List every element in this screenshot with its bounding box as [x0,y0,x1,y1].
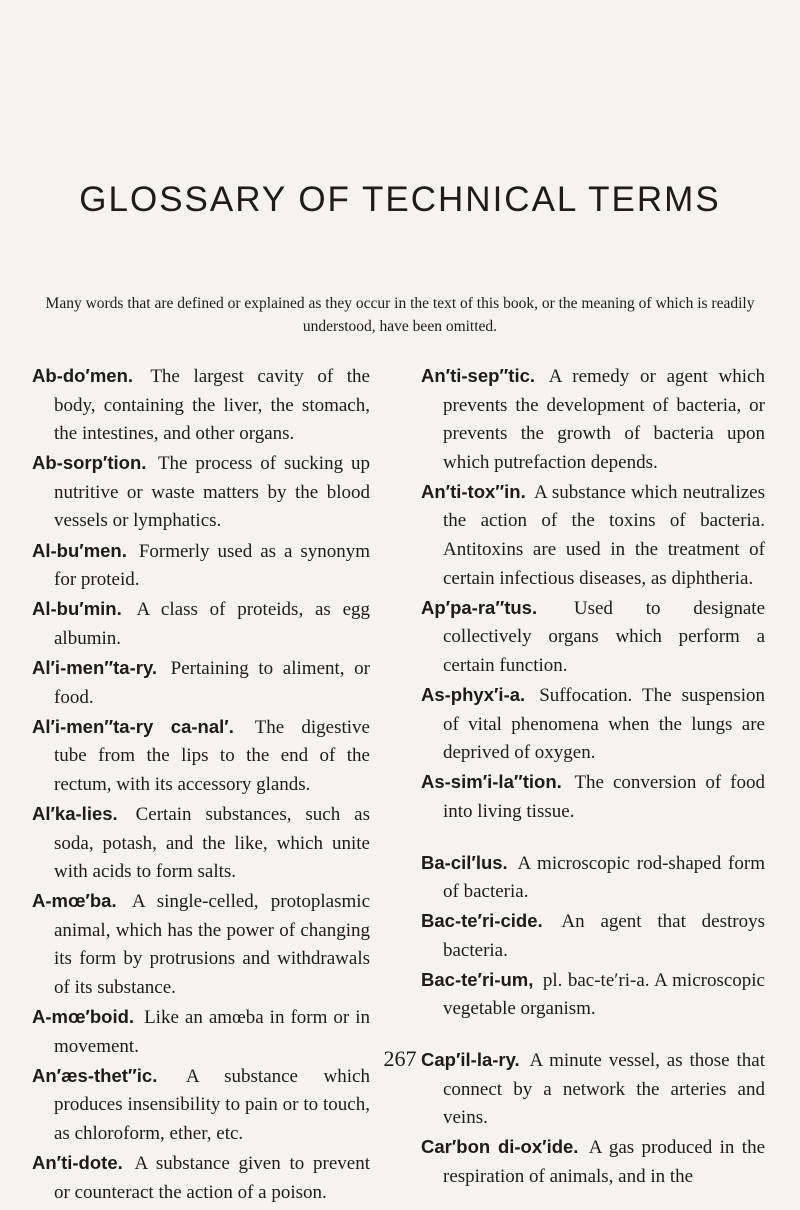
glossary-term: Cap′il-la-ry. [421,1049,520,1071]
glossary-entry [32,654,370,712]
glossary-entry [32,362,370,449]
glossary-definition: Certain substances, such as soda, potash, and the like, which unite with acids to form salts. [54,803,370,883]
glossary-term: Al′ka-lies. [32,802,118,824]
glossary-term: Ab-sorp′tion. [32,452,147,474]
glossary-definition: The largest cavity of the body, containing the liver, the stomach, the intestines, and other organs. [54,366,370,445]
glossary-definition: A substance given to prevent or counteract the action of a poison. [54,1153,370,1203]
glossary-definition: Used to designate collectively organs which perform a certain function. [443,597,766,676]
glossary-term: Bac-te′ri-cide. [421,910,543,932]
glossary-term: An′æs-thet″ic. [32,1064,158,1086]
glossary-definition: The process of sucking up nutritive or waste matters by the blood vessels or lymphatics. [54,453,370,532]
glossary-definition: Like an amœba in form or in movement. [54,1007,370,1057]
glossary-entry [32,887,370,1002]
glossary-definition: A single-celled, protoplasmic animal, which has the power of changing its form by protrusions and withdrawals of its substance. [54,891,370,998]
page-title: GLOSSARY OF TECHNICAL TERMS [79,180,721,219]
glossary-entry [32,800,370,887]
glossary-term: As-sim′i-la″tion. [421,771,562,793]
glossary-entry [32,537,370,595]
glossary-definition: pl. bac-te′ri-a. A microscopic vegetable organism. [443,969,765,1020]
glossary-definition: A remedy or agent which prevents the development of bacteria, or prevents the growth of bacteria upon which putrefaction depends. [443,366,765,473]
intro-note: Many words that are defined or explained as they occur in the text of this book, or the meaning of which is readily understood, have been omitted. [45,295,755,335]
glossary-entry [32,713,370,800]
glossary-entry [32,595,370,653]
glossary-term: Car′bon di-ox′ide. [421,1136,579,1158]
glossary-definition: A microscopic rod-shaped form of bacteria. [443,852,765,903]
glossary-definition: A gas produced in the respiration of animals, and in the [443,1137,766,1187]
glossary-definition: Pertaining to aliment, or food. [54,657,371,708]
glossary-definition: The conversion of food into living tissue. [443,772,765,822]
glossary-entry [421,907,765,965]
glossary-entry [421,478,765,593]
glossary-term: An′ti-sep″tic. [421,365,536,386]
glossary-entry [421,768,765,826]
glossary-entry [421,849,765,907]
glossary-term: Bac-te′ri-um, [421,968,534,990]
glossary-entry [421,594,765,681]
glossary-definition: A substance which produces insensibility to pain or to touch, as chloroform, ether, etc. [54,1065,370,1144]
glossary-entry [32,449,370,536]
page-number: 267 [383,1046,417,1071]
glossary-entry [32,1062,370,1149]
glossary-term: Al-bu′min. [32,598,122,620]
glossary-term: Ba-cil′lus. [421,851,508,873]
glossary-term: Al′i-men″ta-ry ca-nal′. [32,715,234,737]
glossary-term: An′ti-tox″in. [421,480,526,502]
glossary-term: As-phyx′i-a. [421,684,526,706]
glossary-definition: Suffocation. The suspension of vital phenomena when the lungs are deprived of oxygen. [443,685,765,764]
glossary-term: Ab-do′men. [32,365,134,386]
glossary-entry [421,966,765,1024]
glossary-term: Ap′pa-ra″tus. [421,596,538,618]
glossary-left-column [32,362,370,1208]
glossary-definition: The digestive tube from the lips to the end of the rectum, with its accessory glands. [54,716,370,795]
glossary-definition: A class of proteids, as egg albumin. [54,599,371,649]
glossary-entry [421,1133,765,1191]
glossary-term: Al-bu′men. [32,539,127,561]
glossary-term: An′ti-dote. [32,1152,123,1174]
glossary-entry [421,362,765,477]
glossary-definition: Formerly used as a synonym for proteid. [54,540,371,591]
glossary-definition: A minute vessel, as those that connect by a network the arteries and veins. [443,1050,765,1129]
glossary-entry [421,681,765,768]
glossary-entry [32,1149,370,1207]
glossary-term: Al′i-men″ta-ry. [32,656,158,678]
glossary-term: A-mœ′boid. [32,1006,135,1028]
glossary-definition: An agent that destroys bacteria. [443,911,766,961]
glossary-definition: A substance which neutralizes the action of the toxins of bacteria. Antitoxins are used in the treatment of certain infectious diseases, as diphtheria. [443,481,766,589]
glossary-term: A-mœ′ba. [32,890,117,912]
